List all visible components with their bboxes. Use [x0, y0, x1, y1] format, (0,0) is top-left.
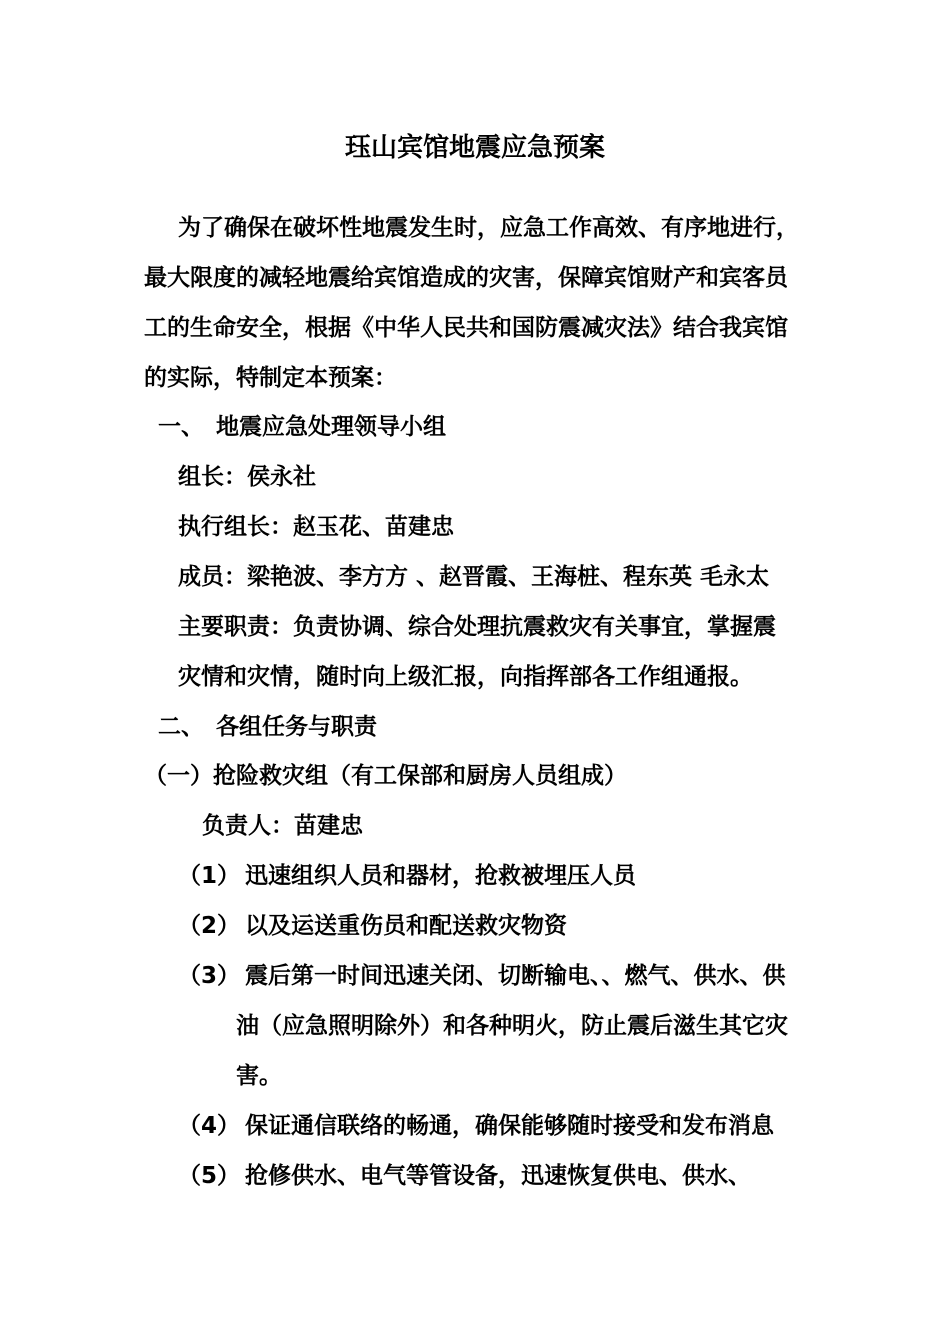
item-4-text: 保证通信联络的畅通，确保能够随时接受和发布消息 — [245, 1113, 774, 1139]
item-2-text: 以及运送重伤员和配送救灾物资 — [245, 913, 567, 939]
duty-line-2: 灾情和灾情，随时向上级汇报，向指挥部各工作组通报。 — [178, 664, 753, 690]
intro-line-1: 为了确保在破坏性地震发生时，应急工作高效、有序地进行， — [178, 215, 799, 241]
section1-heading: 地震应急处理领导小组 — [216, 414, 446, 440]
group1-title: （一）抢险救灾组（有工保部和厨房人员组成） — [144, 763, 627, 789]
intro-line-4: 的实际，特制定本预案： — [144, 365, 397, 391]
document-title: 珏山宾馆地震应急预案 — [344, 133, 605, 163]
intro-line-2: 最大限度的减轻地震给宾馆造成的灾害，保障宾馆财产和宾客员 — [144, 265, 788, 291]
item-3-number: （3） — [178, 963, 241, 989]
item-5-text: 抢修供水、电气等管设备，迅速恢复供电、供水、 — [245, 1163, 751, 1189]
duty-line-1: 主要职责：负责协调、综合处理抗震救灾有关事宜，掌握震 — [178, 614, 776, 640]
item-3-text-line-3: 害。 — [236, 1063, 282, 1089]
section2-heading: 各组任务与职责 — [216, 714, 377, 740]
item-3-text-line-2: 油（应急照明除外）和各种明火，防止震后滋生其它灾 — [236, 1013, 788, 1039]
item-1-text: 迅速组织人员和器材，抢救被埋压人员 — [245, 863, 636, 889]
exec-leader-line: 执行组长：赵玉花、苗建忠 — [178, 514, 454, 540]
item-5-number: （5） — [178, 1163, 241, 1189]
item-2-number: （2） — [178, 913, 241, 939]
section2-number: 二、 — [158, 714, 204, 740]
item-4-number: （4） — [178, 1113, 241, 1139]
section1-number: 一、 — [158, 414, 204, 440]
group1-person: 负责人：苗建忠 — [202, 813, 363, 839]
item-1-number: （1） — [178, 863, 241, 889]
members-line: 成员：梁艳波、李方方 、赵晋霞、王海桩、程东英 毛永太 — [178, 564, 770, 590]
item-3-text-line-1: 震后第一时间迅速关闭、切断输电、、燃气、供水、供 — [245, 963, 786, 989]
intro-line-3: 工的生命安全，根据《中华人民共和国防震减灾法》结合我宾馆 — [144, 315, 788, 341]
leader-line: 组长：侯永社 — [178, 464, 316, 490]
